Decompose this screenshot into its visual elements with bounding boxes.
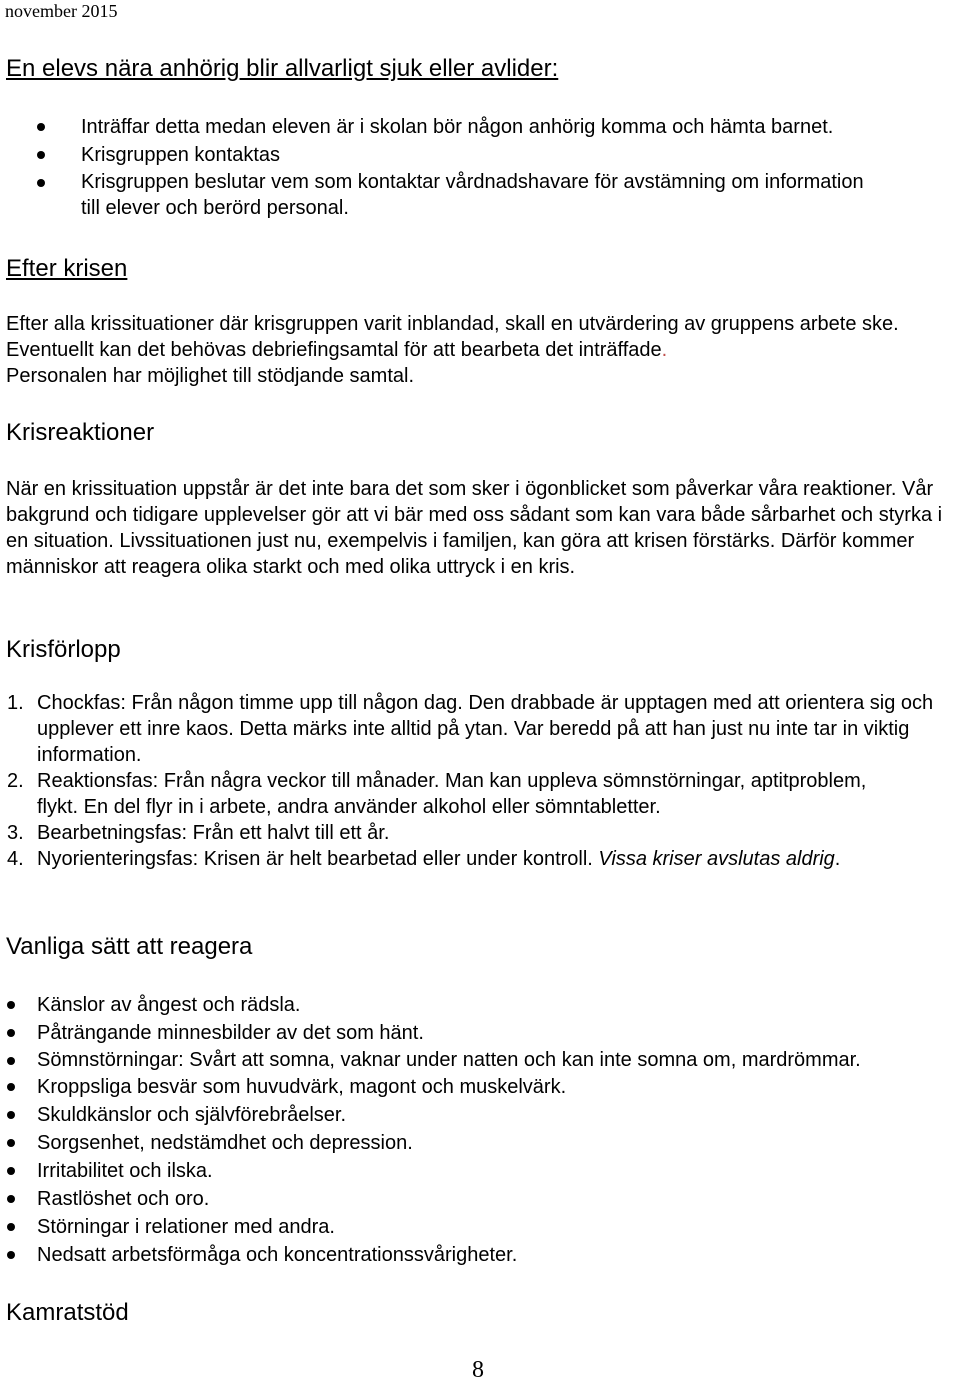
bullet-icon	[7, 1195, 15, 1203]
list-item: Irritabilitet och ilska.	[0, 1157, 960, 1185]
list-item: Sorgsenhet, nedstämdhet och depression.	[0, 1129, 960, 1157]
list-item: Kroppsliga besvär som huvudvärk, magont och muskelvärk.	[0, 1073, 960, 1101]
bullet-icon	[7, 1083, 15, 1091]
common-reactions-list	[0, 991, 960, 1269]
heading-peer-support: Kamratstöd	[6, 1299, 129, 1326]
crisis-course-list	[0, 690, 960, 872]
crisis-reactions-paragraph: När en krissituation uppstår är det inte bara det som sker i ögonblicket som påverkar våra reaktioner. Vår bakgrund och tidigare upplevelser gör att vi bär med oss sådant som kan vara både sårbarhet och styrka i en situation. Livssituationen just nu, exempelvis i familjen, kan göra att krisen förstärks. Därför kommer människor att reagera olika starkt och med olika uttryck i en kris.	[6, 478, 943, 578]
list-item: Inträffar detta medan eleven är i skolan bör någon anhörig komma och hämta barnet.	[0, 113, 960, 141]
bullet-icon	[7, 1167, 15, 1175]
list-item: Störningar i relationer med andra.	[0, 1213, 960, 1241]
bullet-icon	[7, 1139, 15, 1147]
list-item: 1. Chockfas: Från någon timme upp till någon dag. Den drabbade är upptagen med att orientera sig och upplever ett inre kaos. Detta märks inte alltid på ytan. Var beredd på att han just nu inte tar in viktig information.	[7, 692, 934, 766]
list-item: Påträngande minnesbilder av det som hänt.	[0, 1019, 960, 1047]
list-item: Rastlöshet och oro.	[0, 1185, 960, 1213]
list-item: Sömnstörningar: Svårt att somna, vaknar under natten och kan inte somna om, mardrömmar.	[0, 1047, 960, 1073]
bullet-icon	[7, 1029, 15, 1037]
bullet-icon	[7, 1223, 15, 1231]
list-item: Krisgruppen beslutar vem som kontaktar vårdnadshavare för avstämning om information till elever och berörd personal.	[0, 169, 960, 221]
heading-relative-ill: En elevs nära anhörig blir allvarligt sjuk eller avlider:	[6, 55, 559, 82]
heading-common-reactions: Vanliga sätt att reagera	[6, 933, 253, 960]
heading-crisis-reactions: Krisreaktioner	[6, 419, 155, 446]
heading-crisis-course: Krisförlopp	[6, 636, 121, 663]
list-item: Nedsatt arbetsförmåga och koncentrationssvårigheter.	[0, 1241, 960, 1269]
list-item: Skuldkänslor och självförebråelser.	[0, 1101, 960, 1129]
bullet-icon	[7, 1111, 15, 1119]
heading-after-crisis: Efter krisen	[6, 255, 128, 282]
bullet-icon	[37, 151, 45, 159]
list-item: Känslor av ångest och rädsla.	[0, 991, 960, 1019]
list-item: 2. Reaktionsfas: Från några veckor till månader. Man kan uppleva sömnstörningar, aptitproblem, flykt. En del flyr in i arbete, andra använder alkohol eller sömntabletter.	[7, 770, 867, 818]
bullet-icon	[7, 1001, 15, 1009]
list-item: 4. Nyorienteringsfas: Krisen är helt bearbetad eller under kontroll. Vissa kriser avslutas aldrig.	[7, 848, 841, 870]
bullet-icon	[37, 179, 45, 187]
header-date: november 2015	[5, 1, 118, 21]
relative-ill-list	[0, 113, 960, 221]
bullet-icon	[7, 1057, 15, 1065]
bullet-icon	[37, 123, 45, 131]
list-item: Krisgruppen kontaktas	[0, 141, 960, 169]
page-number: 8	[472, 1357, 484, 1383]
after-crisis-paragraph: Efter alla krissituationer där krisgruppen varit inblandad, skall en utvärdering av gruppens arbete ske. Eventuellt kan det behövas debriefingsamtal för att bearbeta det inträffade. Personalen har möjlighet till stödjande samtal.	[6, 313, 899, 387]
bullet-icon	[7, 1251, 15, 1259]
list-item: 3. Bearbetningsfas: Från ett halvt till ett år.	[7, 822, 390, 844]
